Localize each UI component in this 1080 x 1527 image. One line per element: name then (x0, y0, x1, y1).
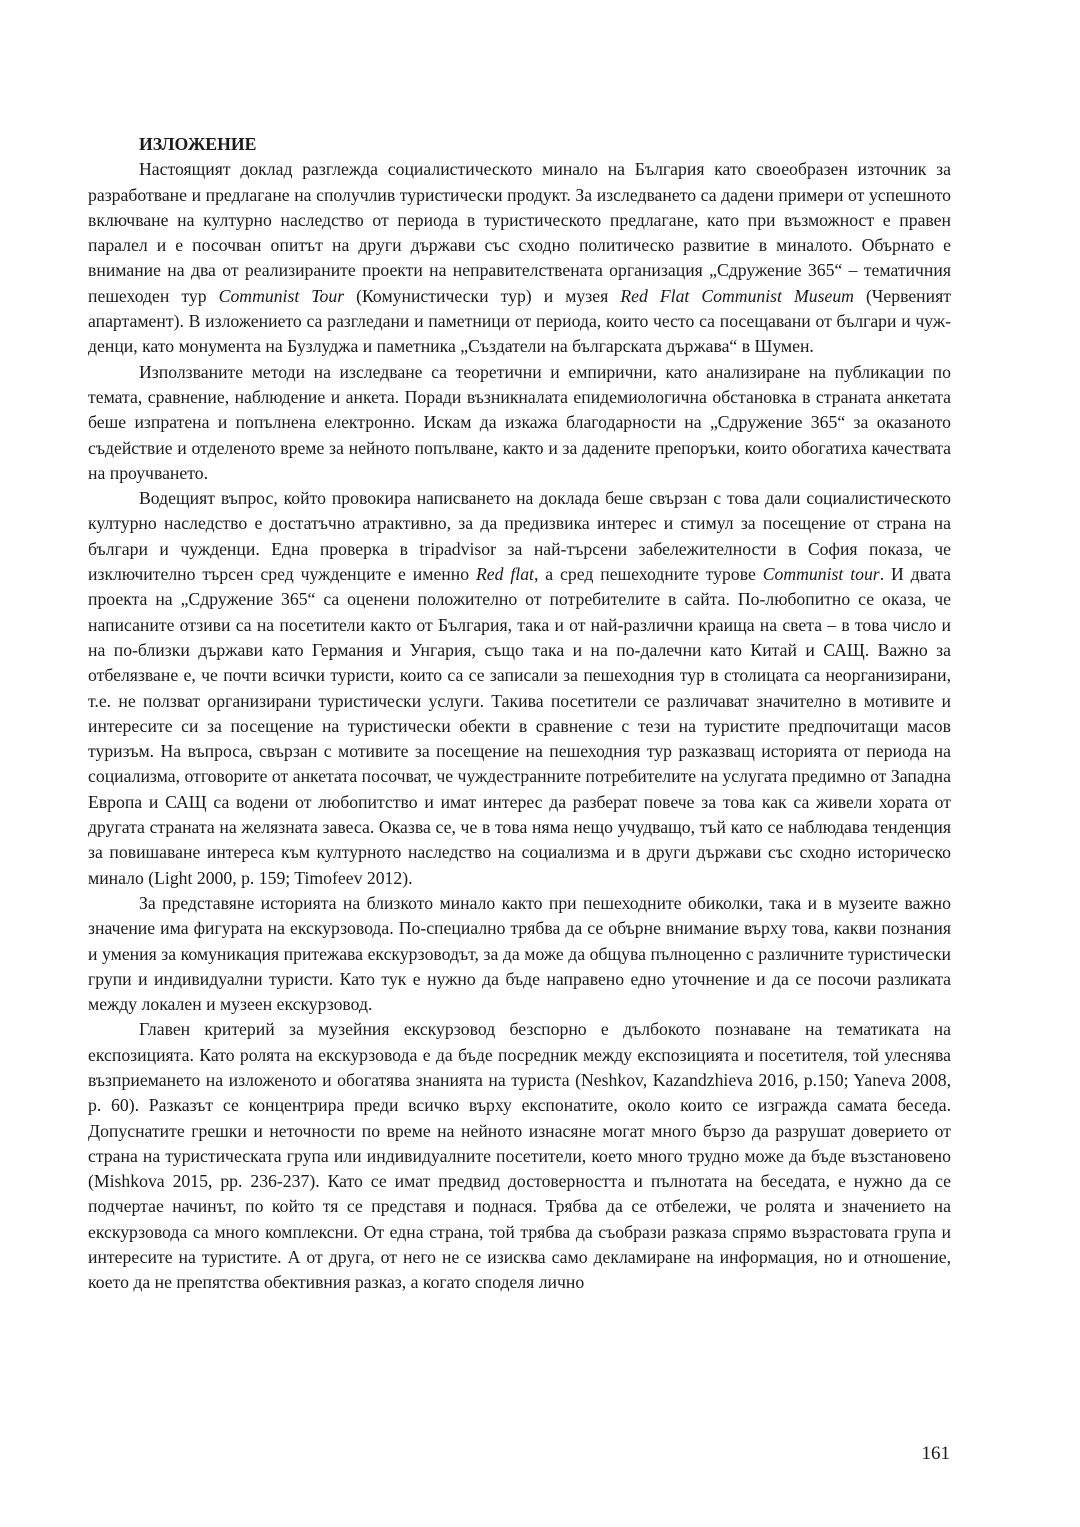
page-number: 161 (921, 1443, 950, 1464)
italic-title: Red Flat Communist Museum (620, 285, 854, 306)
paragraph (88, 486, 951, 891)
paragraph (88, 891, 951, 1017)
paragraph (88, 157, 951, 359)
text-run: , а сред пешеходните турове (533, 564, 763, 585)
text-run: (Червеният апартамент). В изложението са разгледани и паметници от периода, които често са посещавани от българи и чужденци, като монумента на Бузлуджа и паметника „Създатели на българската държава“ в Шумен. (88, 285, 951, 357)
paragraph (88, 360, 951, 486)
text-run: За представяне историята на близкото минало както при пешеходните обиколки, така и в музеите важно значение има фигурата на екскурзовода. По-специално трябва да се обърне внимание върху това, какви познания и умения за комуникация притежава екскурзоводът, за да може да общува пълноценно с различните туристически групи и индивидуални туристи. Като тук е нужно да бъде направено едно уточнение и да се посочи разликата между локален и музеен екскурзовод. (88, 892, 951, 1015)
text-run: Използваните методи на изследване са теоретични и емпирични, като анализиране на публикации по темата, сравнение, наблюдение и анкета. Поради възникналата епидемиологична обстановка в страната анкетата беше изпратена и попълнена електронно. Искам да изкажа благодарности на „Сдружение 365“ за оказаното съдействие и отделеното време за нейното попълване, както и за дадените препоръки, които обогатиха качествата на проучването. (88, 361, 951, 483)
italic-title: Red flat (475, 564, 534, 585)
text-run: . И двата проекта на „Сдружение 365“ са оценени положително от потребителите в сайта. По-любопитно се оказа, че написаните отзиви са на посетители както от България, така и от най-различни краища на света – в това число и на по-близки държави като Германия и Унгария, също така и на по-далечни като Китай и САЩ. Важно за отбелязване е, че почти всички туристи, които са се записали за пешеходния тур в столицата са неорганизирани, т.е. не ползват организирани туристически услуги. Такива посетители се различават значително в мотивите и интересите си за посещение на туристически обекти в сравнение с тези на туристите предпочитащи масов туризъм. На въпроса, свързан с мотивите за посещение на пешеходния тур разказващ историята от периода на социализма, отговорите от анкетата посочват, че чуждестранните потребителите на услугата предимно от Западна Европа и САЩ са водени от любопитство и имат интерес да разберат повече за това как са живели хората от другата страната на желязната завеса. Оказва се, че в това няма нещо учудващо, тъй като се наблюдава тенденция за повишаване интереса към културното наследство на социализма и в други държави със сходно историческо минало (Light 2000, p. 159; Timofeev 2012). (88, 564, 951, 888)
text-run: Водещият въпрос, който провокира написването на доклада беше свързан с това дали социалистическото културно наследство е достатъчно атрактивно, за да предизвика интерес и стимул за посещение от страна на българи и чужденци. Една проверка в tripadvisor за най-търсени забележителности в София показа, че изключително търсен сред чужденците е именно (88, 488, 951, 585)
text-run: Настоящият доклад разглежда социалистическото минало на България като своеобразен източник за разработване и предлагане на сполучлив туристически продукт. За изследването са дадени примери от успешното включване на културно наследство от периода в туристическото предлагане, като при възможност е правен паралел и е посочван опитът на други държави със сходно политическо развитие в миналото. Обърнато е внимание на два от реализираните проекти на неправителствената организация „Сдружение 365“ – тематичния пешеходен тур (88, 159, 951, 306)
text-run: (Комунистически тур) и музея (344, 285, 621, 306)
paragraph (88, 1017, 951, 1295)
italic-title: Communist Tour (218, 285, 345, 306)
body-text (88, 132, 951, 1296)
text-run: Главен критерий за музейния екскурзовод безспорно е дълбокото познаване на тематиката на експозицията. Като ролята на екскурзовода е да бъде посредник между експозицията и посетителя, той улеснява възприемането на изложеното и обогатява знанията на туриста (Neshkov, Kazandzhieva 2016, p.150; Yaneva 2008, p. 60). Разказът се концентрира преди всичко върху експонатите, около които се изгражда самата беседа. Допуснатите грешки и неточности по време на нейното изнасяне могат много бързо да разрушат доверието от страна на туристическата група или индивидуалните посетители, което много трудно може да бъде възстановено (Mishkova 2015, pp. 236-237). Като се имат предвид достоверността и пълнотата на беседата, е нужно да се подчертае начинът, по който тя се представя и поднася. Трябва да се отбележи, че ролята и значението на екскурзовода са много комплексни. От една страна, той трябва да съобрази разказа спрямо възрастовата група и интересите на туристите. А от друга, от него не се изисква само декламиране на информация, но и отношение, което да не препятства обективния разказ, а когато споделя лично (88, 1019, 951, 1293)
italic-title: Communist tour (762, 564, 880, 585)
section-heading: ИЗЛОЖЕНИЕ (139, 134, 257, 154)
